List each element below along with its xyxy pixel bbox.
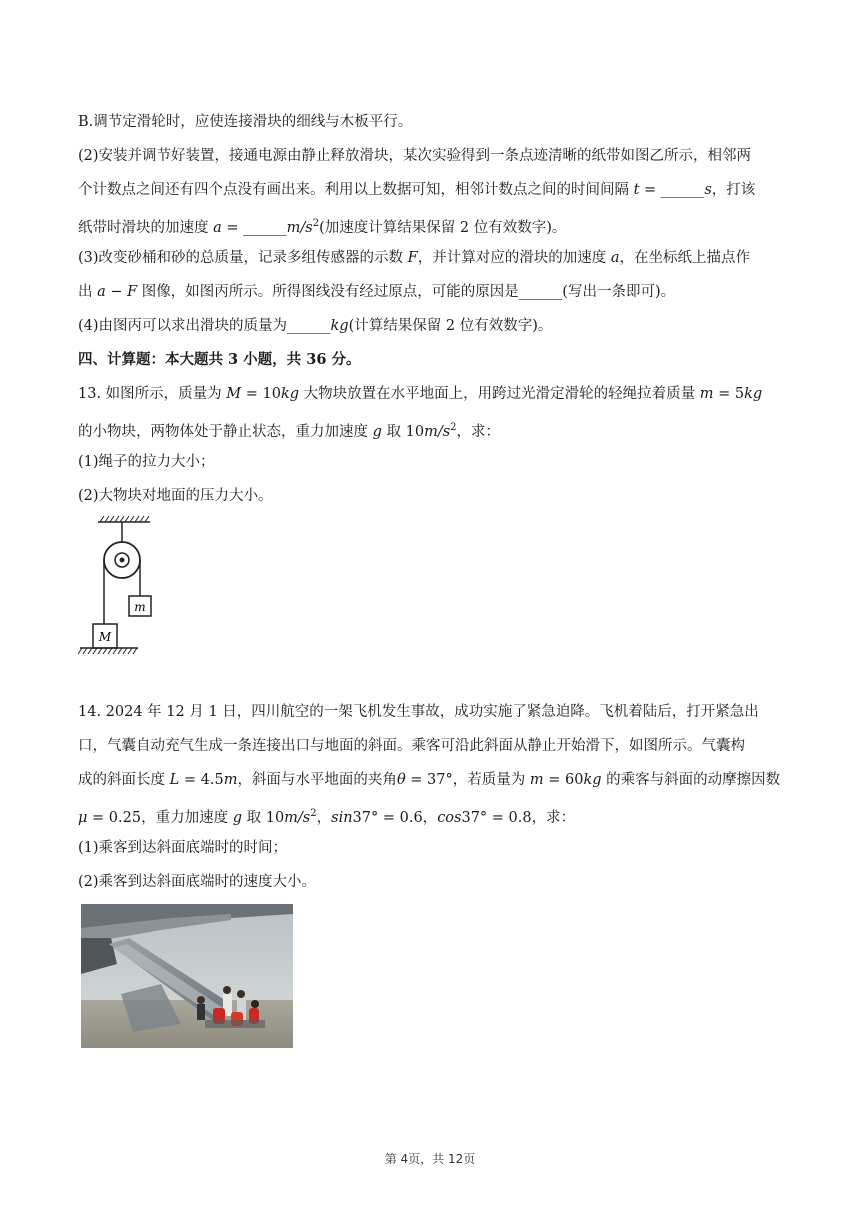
text-line: (4)由图丙可以求出滑块的质量为______kg(计算结果保留 2 位有效数字)。 xyxy=(78,318,553,334)
text-line: (2)安装并调节好装置，接通电源由静止释放滑块，某次实验得到一条点迹清晰的纸带如图乙所示，相邻两 xyxy=(78,148,752,164)
text-line: B.调节定滑轮时，应使连接滑块的细线与木板平行。 xyxy=(78,114,413,130)
section-heading: 四、计算题：本大题共 3 小题，共 36 分。 xyxy=(78,351,361,368)
page-footer: 第 4页，共 12页 xyxy=(384,1152,476,1166)
evacuation-slide-photo xyxy=(81,904,293,1048)
label-M: M xyxy=(98,630,112,644)
text-line: 14. 2024 年 12 月 1 日，四川航空的一架飞机发生事故，成功实施了紧急迫降。飞机着陆后，打开紧急出 xyxy=(78,704,759,720)
text-line: 口，气囊自动充气生成一条连接出口与地面的斜面。乘客可沿此斜面从静止开始滑下，如图所示。气囊构 xyxy=(78,738,745,754)
text-line: 的小物块，两物体处于静止状态，重力加速度 g 取 $10m/s^2$，求： xyxy=(78,422,501,440)
text-line: 13. 如图所示，质量为 M = 10kg 大物块放置在水平地面上，用跨过光滑定滑轮的轻绳拉着质量 m = 5kg xyxy=(78,386,763,402)
label-m: m xyxy=(134,600,146,614)
pulley-diagram xyxy=(76,512,156,662)
text-line: (1)绳子的拉力大小； xyxy=(78,454,215,470)
text-line: 个计数点之间还有四个点没有画出来。利用以上数据可知，相邻计数点之间的时间间隔 t = ______s，打该 xyxy=(78,182,756,198)
text-line: 出 a − F 图像，如图丙所示。所得图线没有经过原点，可能的原因是______(写出一条即可)。 xyxy=(78,284,676,300)
text-line: (3)改变砂桶和砂的总质量，记录多组传感器的示数 F，并计算对应的滑块的加速度 a，在坐标纸上描点作 xyxy=(78,250,750,266)
text-line: μ = 0.25，重力加速度 g 取 $10m/s^2$，sin37° = 0.6，cos37° = 0.8，求： xyxy=(78,808,576,826)
text-line: (2)乘客到达斜面底端时的速度大小。 xyxy=(78,874,317,890)
text-line: 纸带时滑块的加速度 $a = \_\_\_\_\_\_m/s^2$(加速度计算结果保留 2 位有效数字)。 xyxy=(78,218,567,236)
text-line: (2)大物块对地面的压力大小。 xyxy=(78,488,273,504)
text-line: (1)乘客到达斜面底端时的时间； xyxy=(78,840,288,856)
text-line: 成的斜面长度 L = 4.5m，斜面与水平地面的夹角θ = 37°，若质量为 m = 60kg 的乘客与斜面的动摩擦因数 xyxy=(78,772,781,788)
